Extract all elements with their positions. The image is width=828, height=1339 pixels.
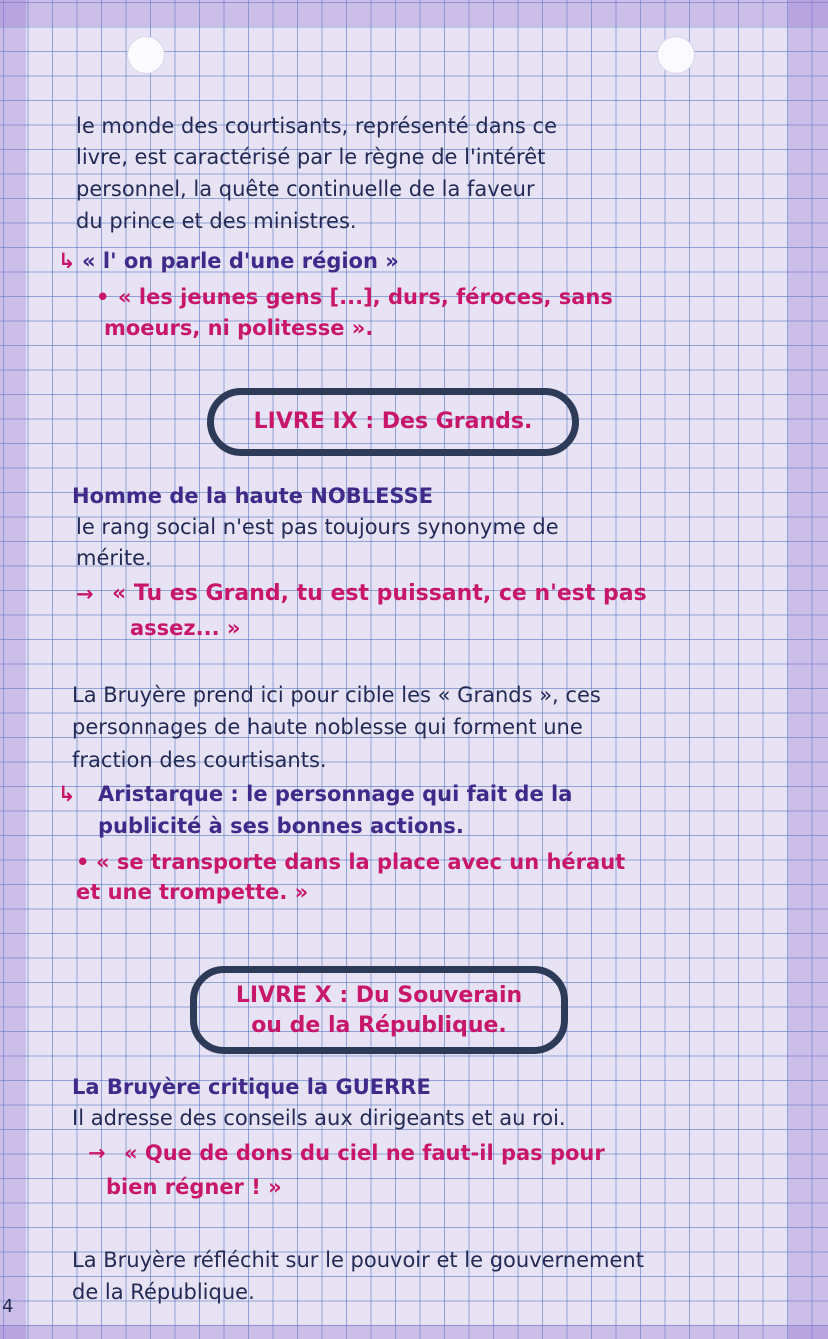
section-x-quote-arrow-icon: → (88, 1141, 106, 1165)
section-ix-line-2: mérite. (76, 546, 152, 570)
livre-x-title-line-1: LIVRE X : Du Souverain (235, 983, 523, 1008)
livre-ix-title-frame (207, 388, 579, 456)
section-ix-para-line-2: personnages de haute noblesse qui forment une (72, 715, 583, 739)
section-ix-quote-line-2: assez... » (130, 616, 241, 640)
section-ix-quote-line-1: « Tu es Grand, tu est puissant, ce n'est pas (112, 581, 647, 606)
section-ix-example-arrow-icon: ↳ (58, 782, 76, 806)
left-margin-band (0, 0, 26, 1339)
right-margin-band (788, 0, 828, 1339)
intro-line-3: personnel, la quête continuelle de la faveur (76, 177, 535, 201)
section-ix-example-line-2: publicité à ses bonnes actions. (98, 814, 464, 838)
punch-hole-right (657, 36, 695, 74)
intro-line-1: le monde des courtisants, représenté dans ce (76, 114, 557, 138)
section-x-heading: La Bruyère critique la GUERRE (72, 1075, 431, 1099)
intro-bullet-icon: • (96, 285, 110, 309)
section-x-para-line-2: de la République. (72, 1280, 255, 1304)
section-ix-para-line-1: La Bruyère prend ici pour cible les « Grands », ces (72, 683, 601, 707)
intro-quote: « l' on parle d'une région » (82, 249, 399, 273)
section-x-quote-line-2: bien régner ! » (106, 1175, 282, 1199)
intro-line-2: livre, est caractérisé par le règne de l'intérêt (76, 145, 546, 169)
section-ix-example-line-1: Aristarque : le personnage qui fait de la (98, 782, 573, 806)
section-x-quote-line-1: « Que de dons du ciel ne faut-il pas pour (124, 1141, 605, 1165)
livre-ix-title: LIVRE IX : Des Grands. (253, 409, 533, 434)
section-ix-example-quote-1: « se transporte dans la place avec un héraut (96, 850, 626, 874)
intro-arrow-icon: ↳ (58, 249, 76, 273)
section-ix-heading: Homme de la haute NOBLESSE (72, 484, 434, 508)
section-ix-example-quote-2: et une trompette. » (76, 880, 309, 904)
intro-example-line-2: moeurs, ni politesse ». (104, 316, 374, 340)
page-number: 4 (2, 1296, 14, 1317)
bottom-margin-band (0, 1325, 828, 1339)
section-ix-line-1: le rang social n'est pas toujours synonyme de (76, 515, 559, 539)
intro-example-line-1: « les jeunes gens [...], durs, féroces, sans (118, 285, 613, 309)
section-ix-example-bullet-icon: • (76, 850, 90, 874)
section-ix-quote-arrow-icon: → (76, 582, 94, 606)
livre-x-title-frame (190, 966, 568, 1054)
top-margin-band (0, 0, 828, 26)
livre-x-title-line-2: ou de la République. (251, 1013, 507, 1038)
intro-line-4: du prince et des ministres. (76, 209, 357, 233)
section-ix-para-line-3: fraction des courtisants. (72, 748, 327, 772)
punch-hole-left (127, 36, 165, 74)
section-x-para-line-1: La Bruyère réfléchit sur le pouvoir et le gouvernement (72, 1248, 644, 1272)
section-x-line-1: Il adresse des conseils aux dirigeants et au roi. (72, 1106, 566, 1130)
